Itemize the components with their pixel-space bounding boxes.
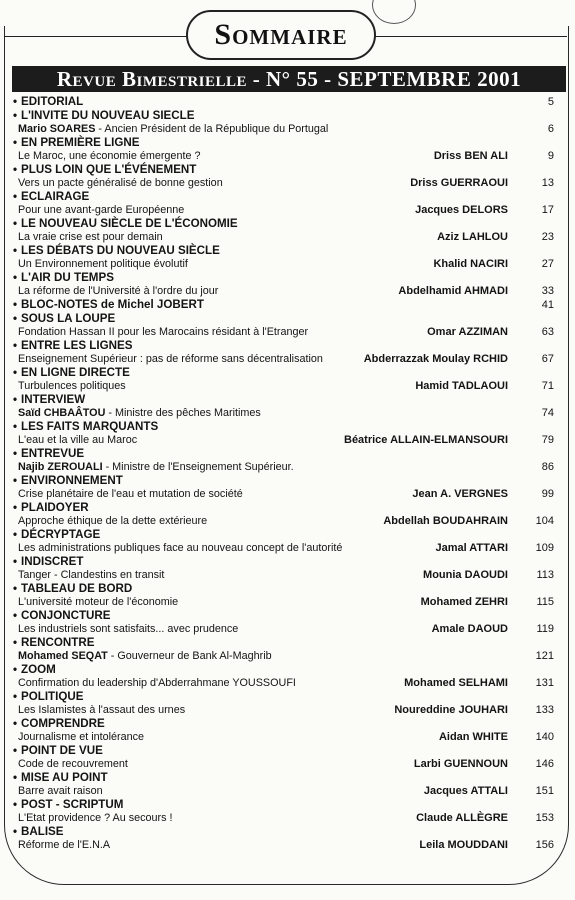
article-author: Noureddine JOUHARI <box>394 704 508 716</box>
section-title: PLAIDOYER <box>21 501 89 514</box>
section-heading <box>12 298 562 312</box>
bullet-icon: • <box>13 798 18 811</box>
section-title: COMPRENDRE <box>21 717 105 730</box>
article-title: - Ministre de l'Enseignement Supérieur. <box>102 461 294 473</box>
toc-entry[interactable] <box>12 217 562 244</box>
section-heading <box>12 744 562 758</box>
article-author: Mohamed SELHAMI <box>404 677 508 689</box>
section-heading <box>12 447 562 461</box>
page-number: 140 <box>535 731 554 743</box>
toc-entry[interactable] <box>12 393 562 420</box>
section-heading <box>12 136 562 150</box>
article-author: Abdelhamid AHMADI <box>398 285 508 297</box>
bullet-icon: • <box>13 244 18 257</box>
section-title: LES DÉBATS DU NOUVEAU SIÈCLE <box>21 244 220 257</box>
article-author: Claude ALLÈGRE <box>416 812 508 824</box>
article-title: Approche éthique de la dette extérieure <box>18 515 208 527</box>
section-heading <box>12 798 562 812</box>
toc-entry[interactable] <box>12 190 562 217</box>
article-author: Jamal ATTARI <box>435 542 508 554</box>
article-author: Larbi GUENNOUN <box>413 758 508 770</box>
article-title: Le Maroc, une économie émergente ? <box>18 150 201 162</box>
section-title: BLOC-NOTES de Michel JOBERT <box>21 298 204 311</box>
toc-entry[interactable] <box>12 609 562 636</box>
article-author: Jacques ATTALI <box>423 785 508 797</box>
section-title: LES FAITS MARQUANTS <box>21 420 159 433</box>
bullet-icon: • <box>13 447 18 460</box>
section-title: L'INVITE DU NOUVEAU SIECLE <box>21 109 195 122</box>
bullet-icon: • <box>13 690 18 703</box>
article-author: Omar AZZIMAN <box>427 326 508 338</box>
section-heading <box>12 636 562 650</box>
page-number: 41 <box>541 299 554 311</box>
toc-entry[interactable] <box>12 555 562 582</box>
bullet-icon: • <box>13 109 18 122</box>
section-heading <box>12 190 562 204</box>
section-title: DÉCRYPTAGE <box>21 528 101 541</box>
bullet-icon: • <box>13 271 18 284</box>
bullet-icon: • <box>13 474 18 487</box>
section-title: L'AIR DU TEMPS <box>21 271 114 284</box>
bullet-icon: • <box>13 771 18 784</box>
bullet-icon: • <box>13 217 18 230</box>
article-title: Un Environnement politique évolutif <box>18 258 188 270</box>
bullet-icon: • <box>13 636 18 649</box>
toc-entry[interactable] <box>12 825 562 852</box>
section-heading <box>12 555 562 569</box>
section-heading <box>12 717 562 731</box>
section-title: INDISCRET <box>21 555 84 568</box>
bullet-icon: • <box>13 420 18 433</box>
section-title: CONJONCTURE <box>21 609 111 622</box>
article-title: Barre avait raison <box>18 785 103 797</box>
section-heading <box>12 528 562 542</box>
article-line <box>12 407 562 420</box>
page-number: 6 <box>547 123 554 135</box>
bullet-icon: • <box>13 609 18 622</box>
section-heading <box>12 825 562 839</box>
article-title: Les administrations publiques face au nouveau concept de l'autorité <box>18 542 343 554</box>
article-title: L'Etat providence ? Au secours ! <box>18 812 173 824</box>
page-number: 113 <box>536 569 554 581</box>
section-heading <box>12 163 562 177</box>
article-author: Mohamed ZEHRI <box>420 596 508 608</box>
section-title: ENTREVUE <box>21 447 85 460</box>
article-line <box>12 461 562 474</box>
section-title: BALISE <box>21 825 64 838</box>
page-title: Sommaire <box>186 10 376 60</box>
page-number: 74 <box>541 407 554 419</box>
article-author: Jean A. VERGNES <box>412 488 508 500</box>
article-title: Enseignement Supérieur : pas de réforme sans décentralisation <box>18 353 323 365</box>
article-title: - Ancien Président de la République du Portugal <box>95 123 329 135</box>
article-author: Aidan WHITE <box>438 731 508 743</box>
section-heading <box>12 582 562 596</box>
bullet-icon: • <box>13 744 18 757</box>
section-title: EN PREMIÈRE LIGNE <box>21 136 140 149</box>
section-title: RENCONTRE <box>21 636 95 649</box>
section-title: SOUS LA LOUPE <box>21 312 116 325</box>
page-number: 131 <box>535 677 554 689</box>
toc-entry[interactable] <box>12 163 562 190</box>
article-title: - Ministre des pêches Maritimes <box>105 407 261 419</box>
toc-entry[interactable] <box>12 690 562 717</box>
page-number: 63 <box>541 326 554 338</box>
article-title: Tanger - Clandestins en transit <box>18 569 165 581</box>
page-number: 9 <box>547 150 554 162</box>
article-title: Code de recouvrement <box>18 758 128 770</box>
toc-entry[interactable] <box>12 420 562 447</box>
bullet-icon: • <box>13 663 18 676</box>
toc-entry[interactable] <box>12 501 562 528</box>
article-title: Les industriels sont satisfaits... avec prudence <box>18 623 239 635</box>
section-heading <box>12 420 562 434</box>
bullet-icon: • <box>13 136 18 149</box>
article-title: Crise planétaire de l'eau et mutation de société <box>18 488 243 500</box>
toc-entry[interactable] <box>12 663 562 690</box>
article-author: Béatrice ALLAIN-ELMANSOURI <box>344 434 508 446</box>
article-title: Vers un pacte généralisé de bonne gestion <box>18 177 223 189</box>
toc-entry[interactable] <box>12 244 562 271</box>
bullet-icon: • <box>13 163 18 176</box>
bullet-icon: • <box>13 312 18 325</box>
section-heading <box>12 312 562 326</box>
article-author: Khalid NACIRI <box>433 258 508 270</box>
page-number: 23 <box>541 231 554 243</box>
section-title: ENVIRONNEMENT <box>21 474 123 487</box>
page-number: 99 <box>541 488 554 500</box>
page-number: 109 <box>535 542 554 554</box>
section-title: PLUS LOIN QUE L'ÉVÉNEMENT <box>21 163 197 176</box>
article-title: La vraie crise est pour demain <box>18 231 163 243</box>
bullet-icon: • <box>13 501 18 514</box>
toc-entry[interactable] <box>12 771 562 798</box>
interviewee-name: Saïd CHBAÂTOU <box>18 407 106 419</box>
article-title: Fondation Hassan II pour les Marocains résidant à l'Etranger <box>18 326 309 338</box>
toc-entry[interactable] <box>12 136 562 163</box>
page-number: 156 <box>535 839 554 851</box>
article-author: Driss GUERRAOUI <box>410 177 508 189</box>
page-number: 104 <box>535 515 554 527</box>
section-heading <box>12 663 562 677</box>
bullet-icon: • <box>13 190 18 203</box>
section-title: TABLEAU DE BORD <box>21 582 133 595</box>
article-author: Hamid TADLAOUI <box>415 380 508 392</box>
toc-entry[interactable] <box>12 95 562 109</box>
stamp-mark <box>372 0 416 24</box>
page-number: 151 <box>535 785 554 797</box>
article-title: La réforme de l'Université à l'ordre du jour <box>18 285 219 297</box>
article-author: Abdellah BOUDAHRAIN <box>383 515 508 527</box>
page-number: 121 <box>535 650 554 662</box>
bullet-icon: • <box>13 528 18 541</box>
page-number: 33 <box>541 285 554 297</box>
section-heading <box>12 366 562 380</box>
article-title: Turbulences politiques <box>18 380 126 392</box>
section-heading <box>12 109 562 123</box>
section-heading <box>12 217 562 231</box>
interviewee-name: Mohamed SEQAT <box>18 650 108 662</box>
section-title: ECLAIRAGE <box>21 190 90 203</box>
table-of-contents <box>12 95 562 852</box>
toc-entry[interactable] <box>12 109 562 136</box>
section-heading <box>12 393 562 407</box>
bullet-icon: • <box>13 555 18 568</box>
toc-entry[interactable] <box>12 298 562 312</box>
article-title: Pour une avant-garde Européenne <box>18 204 185 216</box>
article-title: L'université moteur de l'économie <box>18 596 179 608</box>
toc-entry[interactable] <box>12 528 562 555</box>
page-number: 71 <box>541 380 554 392</box>
toc-entry[interactable] <box>12 366 562 393</box>
interviewee-name: Mario SOARES <box>18 123 96 135</box>
page-number: 146 <box>535 758 554 770</box>
page-number: 119 <box>536 623 554 635</box>
page-number: 17 <box>541 204 554 216</box>
section-heading <box>12 609 562 623</box>
toc-entry[interactable] <box>12 582 562 609</box>
section-heading <box>12 339 562 353</box>
section-heading <box>12 501 562 515</box>
page-number: 133 <box>535 704 554 716</box>
section-title: POLITIQUE <box>21 690 84 703</box>
bullet-icon: • <box>13 366 18 379</box>
article-author: Mounia DAOUDI <box>423 569 508 581</box>
section-heading <box>12 95 562 109</box>
section-title: EN LIGNE DIRECTE <box>21 366 130 379</box>
page-number: 13 <box>541 177 554 189</box>
toc-entry[interactable] <box>12 798 562 825</box>
article-line <box>12 650 562 663</box>
toc-entry[interactable] <box>12 744 562 771</box>
article-author: Leila MOUDDANI <box>419 839 508 851</box>
interviewee-name: Najib ZEROUALI <box>18 461 103 473</box>
article-author: Driss BEN ALI <box>433 150 508 162</box>
article-line <box>12 123 562 136</box>
section-heading <box>12 271 562 285</box>
bullet-icon: • <box>13 393 18 406</box>
page-number: 115 <box>536 596 554 608</box>
page-number: 27 <box>541 258 554 270</box>
section-heading <box>12 690 562 704</box>
article-title: Journalisme et intolérance <box>18 731 145 743</box>
bullet-icon: • <box>13 298 18 311</box>
section-heading <box>12 771 562 785</box>
article-title: - Gouverneur de Bank Al-Maghrib <box>107 650 272 662</box>
section-title: POST - SCRIPTUM <box>21 798 124 811</box>
section-title: INTERVIEW <box>21 393 86 406</box>
bullet-icon: • <box>13 717 18 730</box>
bullet-icon: • <box>13 582 18 595</box>
section-title: EDITORIAL <box>21 95 84 108</box>
article-title: Réforme de l'E.N.A <box>18 839 111 851</box>
bullet-icon: • <box>13 339 18 352</box>
article-author: Jacques DELORS <box>415 204 508 216</box>
article-author: Amale DAOUD <box>431 623 508 635</box>
article-author: Aziz LAHLOU <box>437 231 508 243</box>
section-title: MISE AU POINT <box>21 771 108 784</box>
article-title: Les Islamistes à l'assaut des urnes <box>18 704 186 716</box>
section-heading <box>12 474 562 488</box>
toc-entry[interactable] <box>12 339 562 366</box>
toc-entry[interactable] <box>12 312 562 339</box>
issue-banner: Revue Bimestrielle - N° 55 - SEPTEMBRE 2001 <box>12 66 566 92</box>
bullet-icon: • <box>13 95 18 108</box>
section-title: POINT DE VUE <box>21 744 103 757</box>
section-heading <box>12 244 562 258</box>
toc-entry[interactable] <box>12 717 562 744</box>
article-title: Confirmation du leadership d'Abderrahmane YOUSSOUFI <box>18 677 296 689</box>
page-number: 67 <box>541 353 554 365</box>
section-title: LE NOUVEAU SIÈCLE DE L'ÉCONOMIE <box>21 217 238 230</box>
article-title: L'eau et la ville au Maroc <box>18 434 138 446</box>
page-number: 5 <box>547 96 554 108</box>
section-title: ZOOM <box>21 663 56 676</box>
bullet-icon: • <box>13 825 18 838</box>
toc-entry[interactable] <box>12 474 562 501</box>
toc-entry[interactable] <box>12 636 562 663</box>
toc-entry[interactable] <box>12 271 562 298</box>
page-number: 153 <box>535 812 554 824</box>
page-number: 86 <box>541 461 554 473</box>
page-number: 79 <box>541 434 554 446</box>
article-author: Abderrazzak Moulay RCHID <box>363 353 508 365</box>
section-title: ENTRE LES LIGNES <box>21 339 133 352</box>
toc-entry[interactable] <box>12 447 562 474</box>
